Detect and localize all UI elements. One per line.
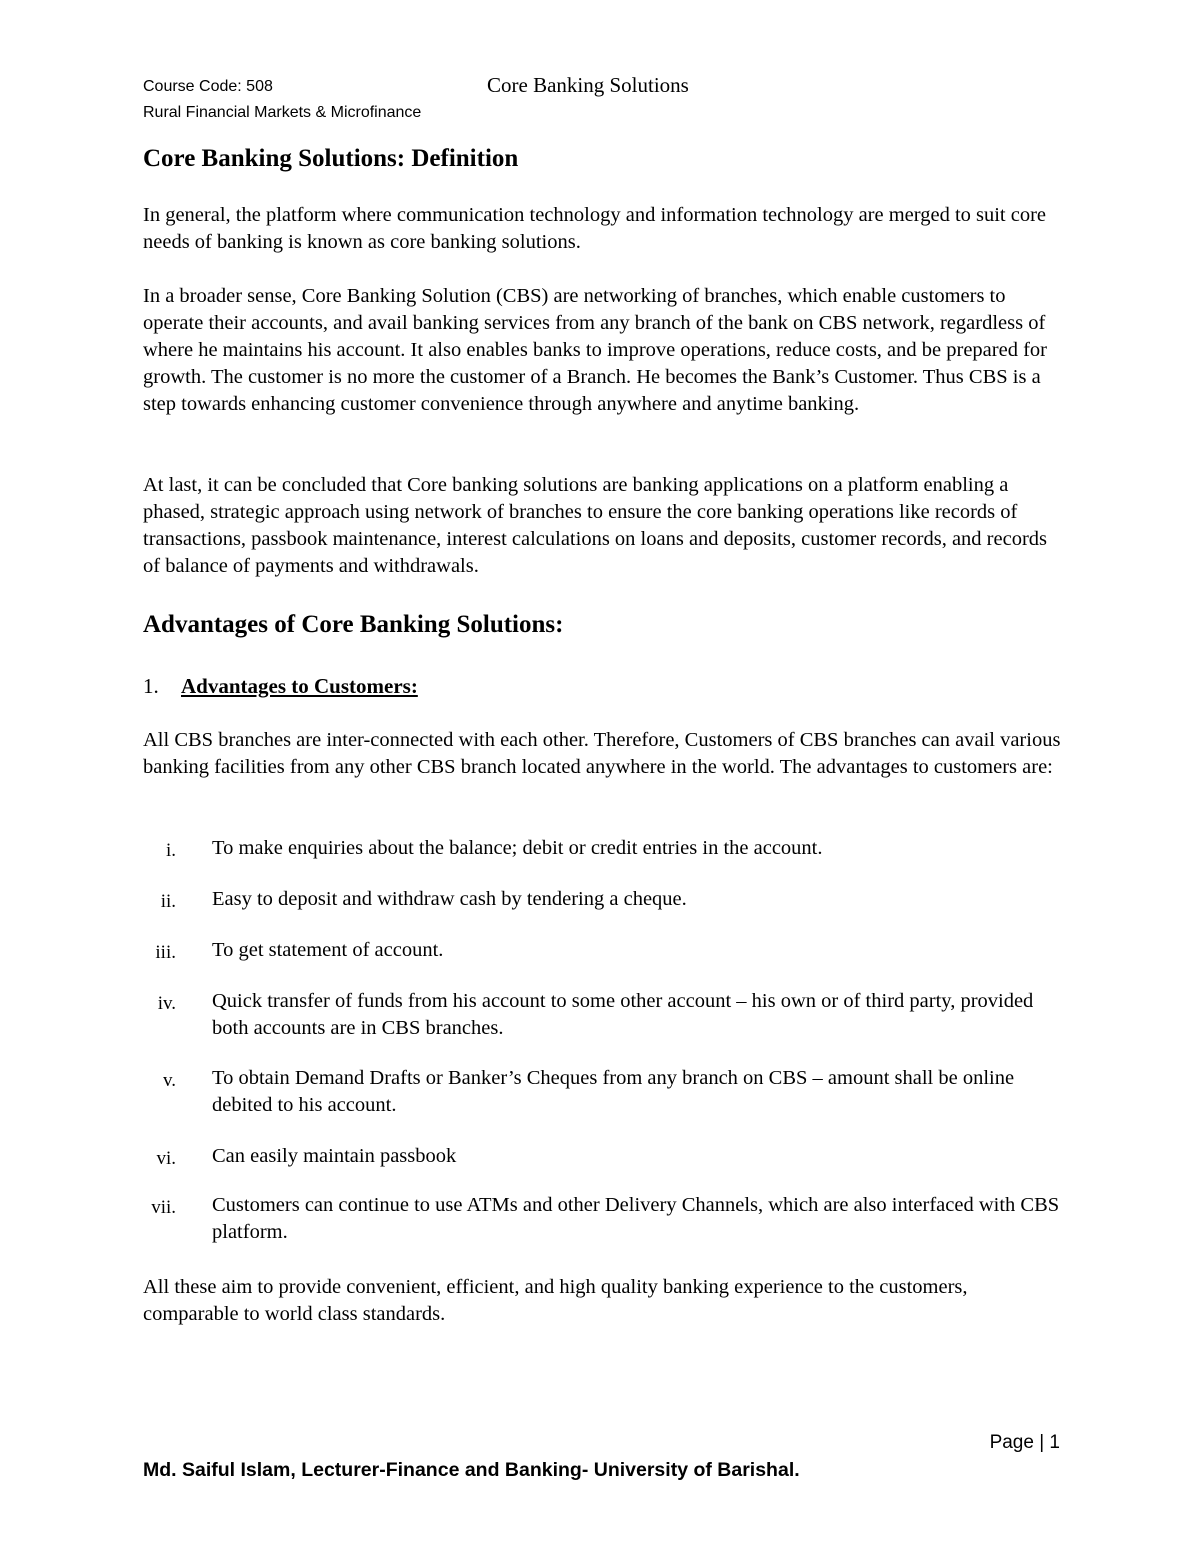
list-item-number: i. <box>165 840 176 861</box>
course-code: Course Code: 508 <box>143 78 273 95</box>
list-item-text: Easy to deposit and withdraw cash by tendering a cheque. <box>212 888 687 910</box>
subheading-number: 1. <box>143 674 159 698</box>
list-item-number: v. <box>162 1070 176 1091</box>
subheading-label: Advantages to Customers: <box>181 674 418 698</box>
page-number: Page | 1 <box>989 1432 1060 1453</box>
paragraph-intro: All CBS branches are inter-connected with each other. Therefore, Customers of CBS branches can avail various banking facilities from any other CBS branch located anywhere in the world. The advantages to customers are: <box>143 729 1061 778</box>
header-course-info <box>143 74 421 126</box>
paragraph-conclusion: At last, it can be concluded that Core banking solutions are banking applications on a platform enabling a phased, strategic approach using network of branches to ensure the core banking operations like records of transactions, passbook maintenance, interest calculations on loans and deposits, customer records, and records of balance of payments and withdrawals. <box>143 474 1048 577</box>
course-name: Rural Financial Markets & Microfinance <box>143 104 422 121</box>
section-heading-advantages: Advantages of Core Banking Solutions: <box>143 611 564 638</box>
list-item-text: Can easily maintain passbook <box>212 1145 457 1167</box>
subheading-advantages-customers <box>143 673 418 700</box>
list-item-text: Customers can continue to use ATMs and other Delivery Channels, which are also interfaced with CBS platform. <box>212 1194 1060 1243</box>
section-heading-definition: Core Banking Solutions: Definition <box>143 145 519 172</box>
list-item-text: Quick transfer of funds from his account to some other account – his own or of third party, provided both accounts are in CBS branches. <box>212 990 1034 1039</box>
paragraph-general: In general, the platform where communication technology and information technology are merged to suit core needs of banking is known as core banking solutions. <box>143 204 1047 253</box>
list-item-text: To obtain Demand Drafts or Banker’s Cheques from any branch on CBS – amount shall be online debited to his account. <box>212 1067 1015 1116</box>
list-item-text: To make enquiries about the balance; debit or credit entries in the account. <box>212 837 823 859</box>
list-item-number: iv. <box>157 993 176 1014</box>
list-item-number: ii. <box>160 891 176 912</box>
paragraph-broader-sense: In a broader sense, Core Banking Solution (CBS) are networking of branches, which enable customers to operate their accounts, and avail banking services from any branch of the bank on CBS network, regardless of where he maintains his account. It also enables banks to improve operations, reduce costs, and be prepared for growth. The customer is no more the customer of a Branch. He becomes the Bank’s Customer. Thus CBS is a step towards enhancing customer convenience through anywhere and anytime banking. <box>143 285 1047 415</box>
document-header-title: Core Banking Solutions <box>487 73 689 97</box>
paragraph-closing: All these aim to provide convenient, efficient, and high quality banking experience to the customers, comparable to world class standards. <box>143 1276 968 1325</box>
list-item-number: vi. <box>156 1148 176 1169</box>
list-item-number: iii. <box>155 942 176 963</box>
list-item-number: vii. <box>151 1197 176 1218</box>
footer-author: Md. Saiful Islam, Lecturer-Finance and Banking- University of Barishal. <box>143 1459 800 1481</box>
list-item-text: To get statement of account. <box>212 939 444 961</box>
